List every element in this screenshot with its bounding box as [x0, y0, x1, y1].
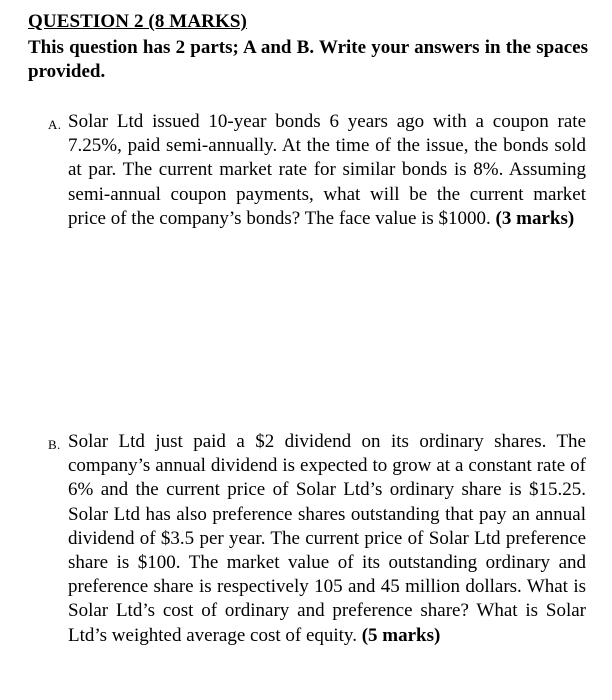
part-b [48, 430, 586, 648]
part-a-text-block [68, 110, 586, 231]
part-b-question-text: Solar Ltd just paid a $2 dividend on its ordinary shares. The company’s annual dividend is expected to grow at a constant rate of 6% and the current price of Solar Ltd’s ordinary share is $15.25. Solar Ltd has also preference shares outstanding that pay an annual dividend of $3.5 per year. The current price of Solar Ltd preference share is $100. The market value of its outstanding ordinary and preference share is respectively 105 and 45 million dollars. What is Solar Ltd’s cost of ordinary and preference share? What is Solar Ltd’s weighted average cost of equity. [68, 431, 586, 646]
part-a [48, 110, 586, 231]
part-b-text-block [68, 430, 586, 648]
part-a-label: A. [48, 117, 62, 132]
part-b-marks: (5 marks) [361, 624, 441, 646]
question-intro: This question has 2 parts; A and B. Write your answers in the spaces provided. [28, 37, 588, 82]
question-title: QUESTION 2 (8 MARKS) [28, 11, 247, 32]
part-a-question-text: Solar Ltd issued 10-year bonds 6 years ago with a coupon rate 7.25%, paid semi-annually. At the time of the issue, the bonds sold at par. The current market rate for similar bonds is 8%. Assuming semi-annual coupon payments, what will be the current market price of the company’s bonds? The face value is $1000. [68, 111, 586, 229]
part-a-marks: (3 marks) [495, 207, 575, 229]
part-b-label: B. [48, 437, 61, 452]
